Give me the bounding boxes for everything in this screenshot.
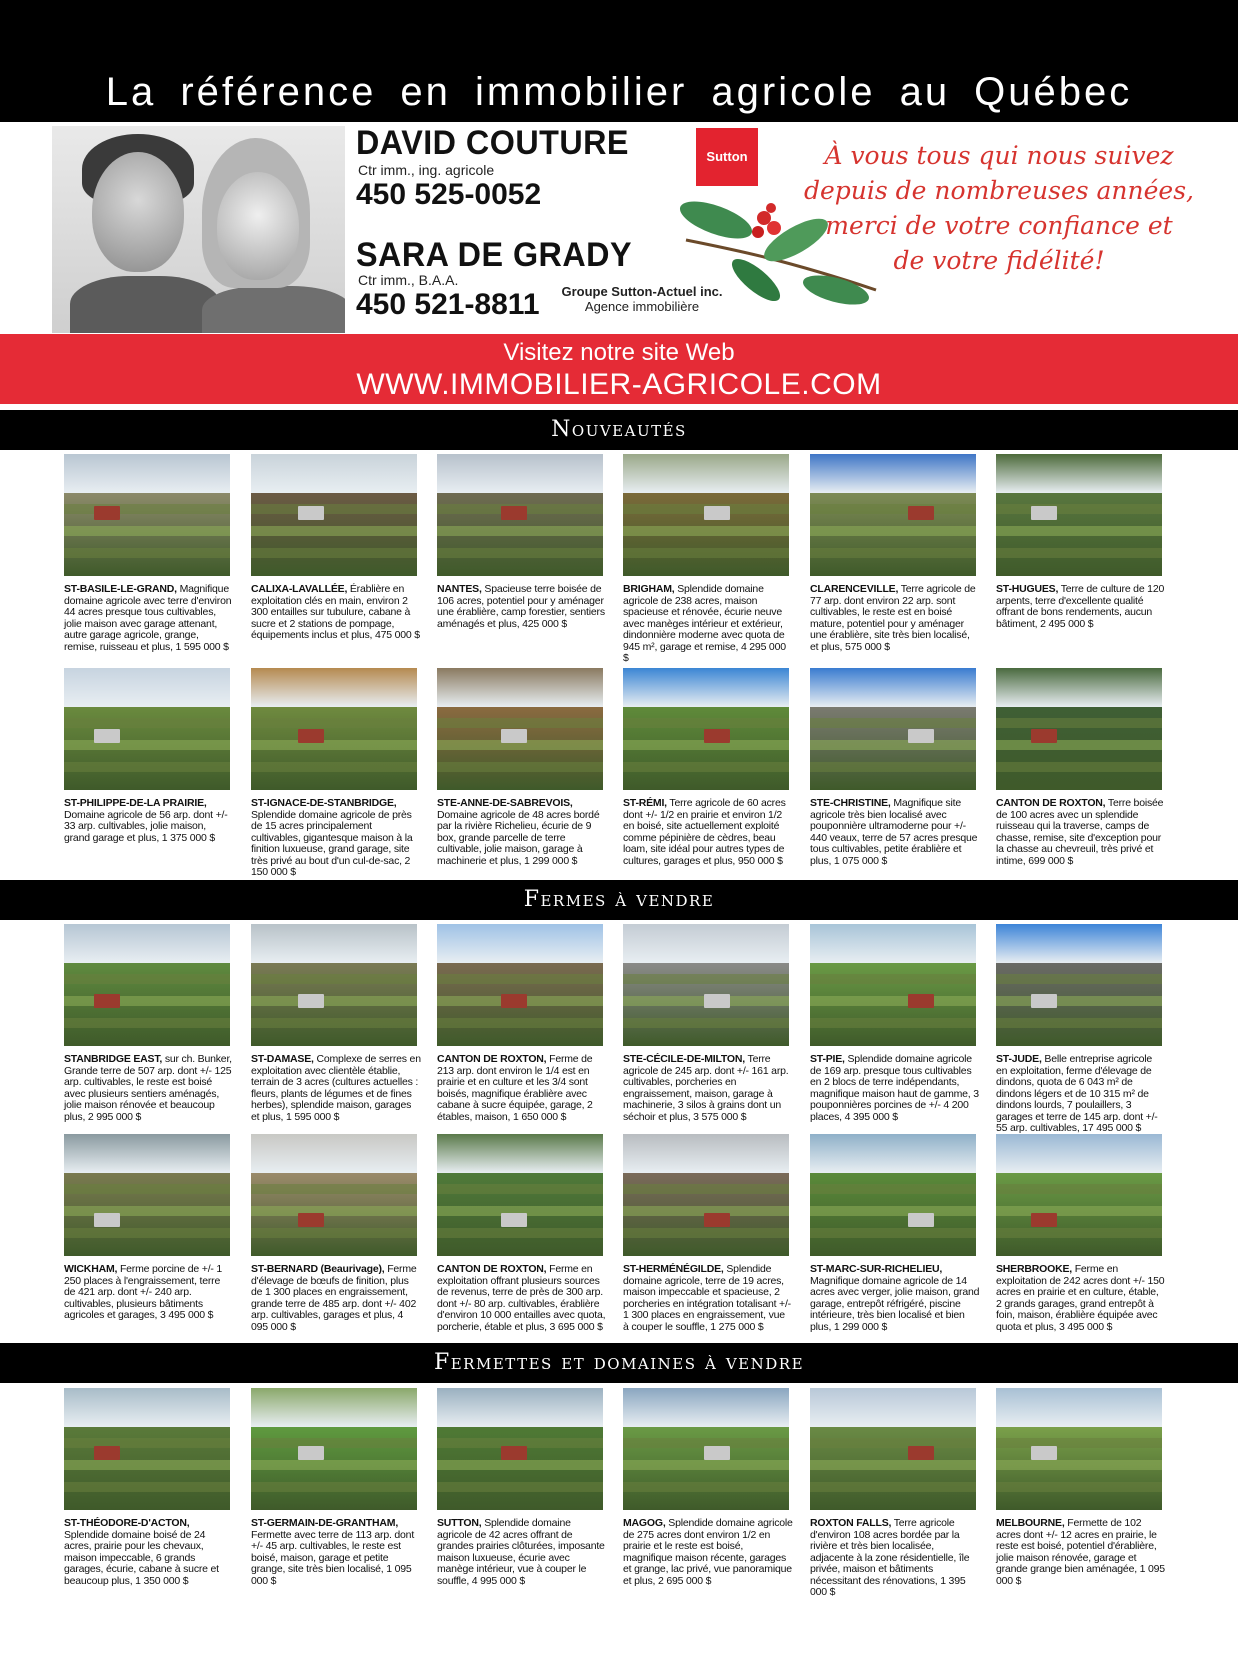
listing-photo[interactable]	[251, 668, 417, 790]
listing-location: SHERBROOKE,	[996, 1263, 1072, 1275]
listing-photo[interactable]	[64, 1134, 230, 1256]
listing-card[interactable]	[810, 924, 982, 1123]
listing-description	[623, 1264, 793, 1333]
listing-location: CANTON DE ROXTON,	[437, 1053, 547, 1065]
listing-location: ROXTON FALLS,	[810, 1517, 892, 1529]
listing-photo[interactable]	[64, 924, 230, 1046]
listing-photo[interactable]	[996, 924, 1162, 1046]
listing-location: WICKHAM,	[64, 1263, 118, 1275]
listing-details: Terre agricole de 245 arp. dont +/- 161 arp. cultivables, porcheries en engraissement, maison, garage à machinerie, 3 silos à grains dont un séchoir et plus, 3 575 000 $	[623, 1053, 789, 1123]
listing-description	[64, 584, 234, 653]
listing-photo[interactable]	[251, 924, 417, 1046]
listing-photo[interactable]	[810, 924, 976, 1046]
listing-description	[996, 1518, 1166, 1587]
listing-photo[interactable]	[996, 1134, 1162, 1256]
agent-2-phone[interactable]: 450 521-8811	[356, 288, 540, 321]
listing-location: CALIXA-LAVALLÉE,	[251, 583, 348, 595]
headline: La référence en immobilier agricole au Québec	[0, 62, 1238, 122]
listing-card[interactable]	[996, 1388, 1168, 1587]
listing-description	[623, 798, 793, 867]
listing-card[interactable]	[251, 454, 423, 642]
sutton-logo: Sutton	[696, 128, 758, 186]
website-invite: Visitez notre site Web	[503, 339, 735, 366]
listing-description	[251, 584, 421, 642]
listing-details: Domaine agricole de 56 arp. dont +/- 33 arp. cultivables, jolie maison, grand garage et plus, 1 375 000 $	[64, 808, 228, 844]
listing-details: Terre agricole de 77 arp. dont environ 22 arp. sont cultivables, le reste est en boisé mature, potentiel pour y aménager une érablière, site très bien localisé, et plus, 575 000 $	[810, 583, 976, 653]
listing-description	[251, 1264, 421, 1333]
listing-details: Spacieuse terre boisée de 106 acres, potentiel pour y aménager une érablière, camp forestier, sentiers aménagés et plus, 425 000 $	[437, 583, 605, 630]
listing-details: Fermette avec terre de 113 arp. dont +/- 45 arp. cultivables, le reste est boisé, maison, garage et petite grange, site très bien localisé, 1 095 000 $	[251, 1528, 415, 1587]
listing-location: ST-PHILIPPE-DE-LA PRAIRIE,	[64, 797, 207, 809]
listing-location: MELBOURNE,	[996, 1517, 1065, 1529]
website-banner	[0, 334, 1238, 404]
listing-photo[interactable]	[437, 924, 603, 1046]
listing-card[interactable]	[810, 1388, 982, 1599]
agency-line-1: Groupe Sutton-Actuel inc.	[561, 284, 723, 299]
listing-photo[interactable]	[251, 1134, 417, 1256]
listing-card[interactable]	[810, 454, 982, 653]
listing-photo[interactable]	[810, 668, 976, 790]
listing-photo[interactable]	[623, 668, 789, 790]
listing-location: ST-PIE,	[810, 1053, 845, 1065]
listing-details: Terre de culture de 120 arpents, terre d'excellente qualité offrant de bons rendements, aucun bâtiment, 2 495 000 $	[996, 583, 1165, 630]
listing-details: Ferme porcine de +/- 1 250 places à l'engraissement, terre de 421 arp. dont +/- 240 arp. cultivables, plusieurs bâtiments agricoles et garages, 3 495 000 $	[64, 1263, 223, 1321]
listing-details: Splendide domaine agricole de 169 arp. presque tous cultivables en 2 blocs de terre indépendants, magnifique maison haut de gamme, 3 pouponnières porcines de +/- 4 200 places, 4 395 000 $	[810, 1053, 979, 1123]
thanks-line-2: depuis de nombreuses années,	[804, 176, 1195, 205]
listing-location: ST-HUGUES,	[996, 583, 1059, 595]
listing-description	[810, 1054, 980, 1123]
listing-details: Splendide domaine agricole, terre de 19 acres, maison impeccable et spacieuse, 2 porcheries en intégration totalisant +/- 1 300 places en engraissement, vue à couper le souffle, 1 275 000 $	[623, 1263, 791, 1333]
listing-description	[810, 584, 980, 653]
listing-card[interactable]	[623, 1388, 795, 1587]
listing-description	[437, 584, 607, 630]
listing-card[interactable]	[437, 1388, 609, 1587]
listing-details: Splendide domaine agricole de 42 acres offrant de grandes prairies clôturées, imposante maison luxueuse, écurie avec manège intérieur, vue à couper le souffle, 4 995 000 $	[437, 1517, 605, 1587]
listing-photo[interactable]	[623, 924, 789, 1046]
listing-photo[interactable]	[623, 454, 789, 576]
listing-details: Belle entreprise agricole en exploitation, ferme d'élevage de dindons, quota de 6 043 m² de dindons légers et de 10 315 m² de dindons lourds, 7 poulaillers, 3 garages et terre de 145 arp. dont +/- 55 arp. cultivables, 17 495 000 $	[996, 1053, 1158, 1134]
listing-details: Magnifique domaine agricole de 14 acres avec verger, jolie maison, grand garage, entrepôt réfrigéré, piscine intérieure, très bien localisé et bien plus, 1 299 000 $	[810, 1274, 980, 1333]
listing-details: Terre boisée de 100 acres avec un splendide ruisseau qui la traverse, camps de chasse, remise, site d'exception pour la chasse au chevreuil, très privé et intime, 699 000 $	[996, 797, 1164, 867]
listing-description	[64, 1518, 234, 1587]
listing-location: SUTTON,	[437, 1517, 482, 1529]
listing-photo[interactable]	[251, 454, 417, 576]
listing-photo[interactable]	[64, 668, 230, 790]
agent-2-title: Ctr imm., B.A.A.	[358, 272, 459, 288]
listing-details: Ferme en exploitation offrant plusieurs sources de revenus, terre de près de 300 arp. dont +/- 80 arp. cultivables, érablière d'environ 10 000 entailles avec quota, porcherie, étable et plus, 3 695 000 $	[437, 1263, 606, 1333]
listing-description	[64, 1264, 234, 1322]
listing-card[interactable]	[623, 924, 795, 1123]
listing-card[interactable]	[64, 1388, 236, 1587]
listing-details: Splendide domaine boisé de 24 acres, prairie pour les chevaux, maison impeccable, 6 grands garages, écurie, cabane à sucre et beaucoup plus, 1 350 000 $	[64, 1528, 219, 1587]
listing-details: sur ch. Bunker, Grande terre de 507 arp. dont +/- 125 arp. cultivables, le reste est boisé avec plusieurs sentiers aménagés, jolie maison rénovée et beaucoup plus, 2 995 000 $	[64, 1053, 232, 1123]
agent-1-title: Ctr imm., ing. agricole	[358, 162, 495, 178]
listing-location: ST-MARC-SUR-RICHELIEU,	[810, 1263, 943, 1275]
listing-description	[623, 1054, 793, 1123]
listing-card[interactable]	[251, 924, 423, 1123]
listing-card[interactable]	[996, 1134, 1168, 1333]
website-url-link[interactable]: WWW.IMMOBILIER-AGRICOLE.COM	[356, 368, 882, 401]
listing-details: Terre agricole de 60 acres dont +/- 1/2 en prairie et environ 1/2 en boisé, site actuellement exploité comme pépinière de cèdres, beau loam, site idéal pour autres types de cultures, garages et plus, 950 000 $	[623, 797, 786, 867]
listing-location: CANTON DE ROXTON,	[996, 797, 1106, 809]
listing-description	[810, 1264, 980, 1333]
listing-description	[437, 798, 607, 867]
listing-location: ST-THÉODORE-D'ACTON,	[64, 1517, 190, 1529]
listing-photo[interactable]	[437, 1388, 603, 1510]
listing-details: Magnifique site agricole très bien localisé avec pouponnière ultramoderne pour +/- 440 veaux, terre de 57 acres presque tous cultivables, petite érablière et plus, 1 075 000 $	[810, 797, 978, 867]
listing-card[interactable]	[996, 924, 1168, 1135]
listing-description	[64, 1054, 234, 1123]
listing-card[interactable]	[251, 1134, 423, 1333]
listing-card[interactable]	[810, 668, 982, 867]
thanks-line-3: merci de votre confiance et	[825, 211, 1173, 240]
agent-1-phone[interactable]: 450 525-0052	[356, 178, 542, 211]
listing-card[interactable]	[251, 1388, 423, 1587]
agent-1-name: DAVID COUTURE	[356, 124, 629, 162]
listing-description	[810, 1518, 980, 1599]
listing-location: STANBRIDGE EAST,	[64, 1053, 163, 1065]
listing-card[interactable]	[810, 1134, 982, 1333]
thanks-line-4: de votre fidélité!	[893, 246, 1105, 275]
listing-location: STE-CÉCILE-DE-MILTON,	[623, 1053, 745, 1065]
listing-details: Magnifique domaine agricole avec terre d'environ 44 acres presque tous cultivables, jolie maison avec garage attenant, autre garage agricole, grange, remise, ruisseau et plus, 1 595 000 $	[64, 583, 232, 653]
listing-card[interactable]	[437, 924, 609, 1123]
listing-description	[996, 584, 1166, 630]
listing-location: ST-BASILE-LE-GRAND,	[64, 583, 177, 595]
listing-location: ST-HERMÉNÉGILDE,	[623, 1263, 724, 1275]
listing-description	[437, 1054, 607, 1123]
agent-2-name: SARA DE GRADY	[356, 236, 632, 274]
listing-location: NANTES,	[437, 583, 482, 595]
section-fermes: Fermes à vendre	[0, 880, 1238, 920]
listing-details: Fermette de 102 acres dont +/- 12 acres en prairie, le reste est boisé, potentiel d'érablière, jolie maison rénovée, garage et grande grange bien aménagée, 1 095 000 $	[996, 1517, 1165, 1587]
listing-location: MAGOG,	[623, 1517, 666, 1529]
listing-card[interactable]	[437, 1134, 609, 1333]
listing-photo[interactable]	[810, 1388, 976, 1510]
listing-photo[interactable]	[810, 1134, 976, 1256]
listing-location: ST-BERNARD (Beaurivage),	[251, 1263, 385, 1275]
agency-line-2: Agence immobilière	[584, 299, 700, 314]
listing-details: Terre agricole d'environ 108 acres bordée par la rivière et très bien localisée, adjacente à la zone résidentielle, île privée, maison et bâtiments nécessitant des rénovations, 1 395 000 $	[810, 1517, 970, 1598]
listing-card[interactable]	[64, 668, 236, 844]
listing-details: Splendide domaine agricole de près de 15 acres principalement cultivables, gigantesque maison à la finition luxueuse, grand garage, site très privé au bout d'un cul-de-sac, 2 150 000 $	[251, 808, 413, 878]
listing-description	[996, 1054, 1166, 1135]
listing-details: Domaine agricole de 48 acres bordé par la rivière Richelieu, écurie de 9 box, grande parcelle de terre cultivable, jolie maison, garage à machinerie et plus, 1 299 000 $	[437, 808, 600, 867]
listing-details: Ferme d'élevage de bœufs de finition, plus de 1 300 places en engraissement, grande terre de 485 arp. dont +/- 402 arp. cultivables, garages et plus, 4 095 000 $	[251, 1263, 417, 1333]
listing-description	[437, 1518, 607, 1587]
listing-details: Ferme de 213 arp. dont environ le 1/4 est en prairie et en culture et les 3/4 sont boisés, magnifique érablière avec cabane à sucre équipée, garage, 2 étables, maison, 1 650 000 $	[437, 1053, 593, 1123]
listing-description	[996, 1264, 1166, 1333]
listing-card[interactable]	[251, 668, 423, 879]
listing-location: ST-JUDE,	[996, 1053, 1042, 1065]
listing-location: ST-RÉMI,	[623, 797, 667, 809]
listing-photo[interactable]	[996, 1388, 1162, 1510]
listing-description	[996, 798, 1166, 867]
listing-description	[810, 798, 980, 867]
thanks-line-1: À vous tous qui nous suivez	[824, 141, 1174, 170]
listing-card[interactable]	[64, 454, 236, 653]
listing-location: BRIGHAM,	[623, 583, 675, 595]
listing-photo[interactable]	[623, 1388, 789, 1510]
listing-location: ST-IGNACE-DE-STANBRIDGE,	[251, 797, 397, 809]
listing-details: Érablière en exploitation clés en main, environ 2 300 entailles sur tubulure, cabane à sucre et 2 stations de pompage, équipements inclus et plus, 475 000 $	[251, 583, 420, 641]
listing-details: Ferme en exploitation de 242 acres dont +/- 150 acres en prairie et en culture, étable, 2 grands garages, grand entrepôt à foin, maison, érablière équipée avec quota et plus, 3 495 000 $	[996, 1263, 1165, 1333]
listing-photo[interactable]	[64, 1388, 230, 1510]
listing-location: ST-GERMAIN-DE-GRANTHAM,	[251, 1517, 399, 1529]
listing-description	[251, 798, 421, 879]
listing-card[interactable]	[437, 454, 609, 630]
listing-photo[interactable]	[437, 668, 603, 790]
listing-card[interactable]	[996, 668, 1168, 867]
listing-details: Splendide domaine agricole de 275 acres dont environ 1/2 en prairie et le reste est boisé, magnifique maison récente, garages et grange, lac privé, vue panoramique et plus, 2 695 000 $	[623, 1517, 793, 1587]
agents-photo	[52, 126, 345, 333]
listing-card[interactable]	[64, 924, 236, 1123]
listing-photo[interactable]	[996, 454, 1162, 576]
top-black-band	[0, 0, 1238, 62]
listing-card[interactable]	[64, 1134, 236, 1322]
listing-description	[251, 1518, 421, 1587]
listing-description	[437, 1264, 607, 1333]
listing-photo[interactable]	[810, 454, 976, 576]
listing-location: STE-ANNE-DE-SABREVOIS,	[437, 797, 573, 809]
listing-card[interactable]	[623, 668, 795, 867]
listing-card[interactable]	[996, 454, 1168, 630]
listing-photo[interactable]	[251, 1388, 417, 1510]
thank-you-message	[804, 138, 1194, 278]
section-nouveautes: Nouveautés	[0, 410, 1238, 450]
listing-card[interactable]	[623, 1134, 795, 1333]
listing-photo[interactable]	[996, 668, 1162, 790]
listing-photo[interactable]	[437, 454, 603, 576]
listing-location: CANTON DE ROXTON,	[437, 1263, 547, 1275]
listing-location: CLARENCEVILLE,	[810, 583, 899, 595]
listing-details: Splendide domaine agricole de 238 acres, maison spacieuse et rénovée, écurie neuve avec manèges intérieur et extérieur, dindonnière moderne avec quota de 945 m², garage et remise, 4 295 000 $	[623, 583, 786, 664]
section-fermettes: Fermettes et domaines à vendre	[0, 1343, 1238, 1383]
listing-details: Complexe de serres en exploitation avec clientèle établie, terrain de 3 acres (cultures actuelles : fleurs, plants de légumes et de fines herbes), splendide maison, garages et plus, 1 595 000 $	[251, 1053, 421, 1123]
listing-photo[interactable]	[64, 454, 230, 576]
listing-photo[interactable]	[437, 1134, 603, 1256]
listing-description	[251, 1054, 421, 1123]
listing-description	[623, 584, 793, 665]
listing-location: STE-CHRISTINE,	[810, 797, 891, 809]
listing-card[interactable]	[437, 668, 609, 867]
listing-card[interactable]	[623, 454, 795, 665]
listing-location: ST-DAMASE,	[251, 1053, 314, 1065]
listing-description	[623, 1518, 793, 1587]
listing-photo[interactable]	[623, 1134, 789, 1256]
listing-description	[64, 798, 234, 844]
